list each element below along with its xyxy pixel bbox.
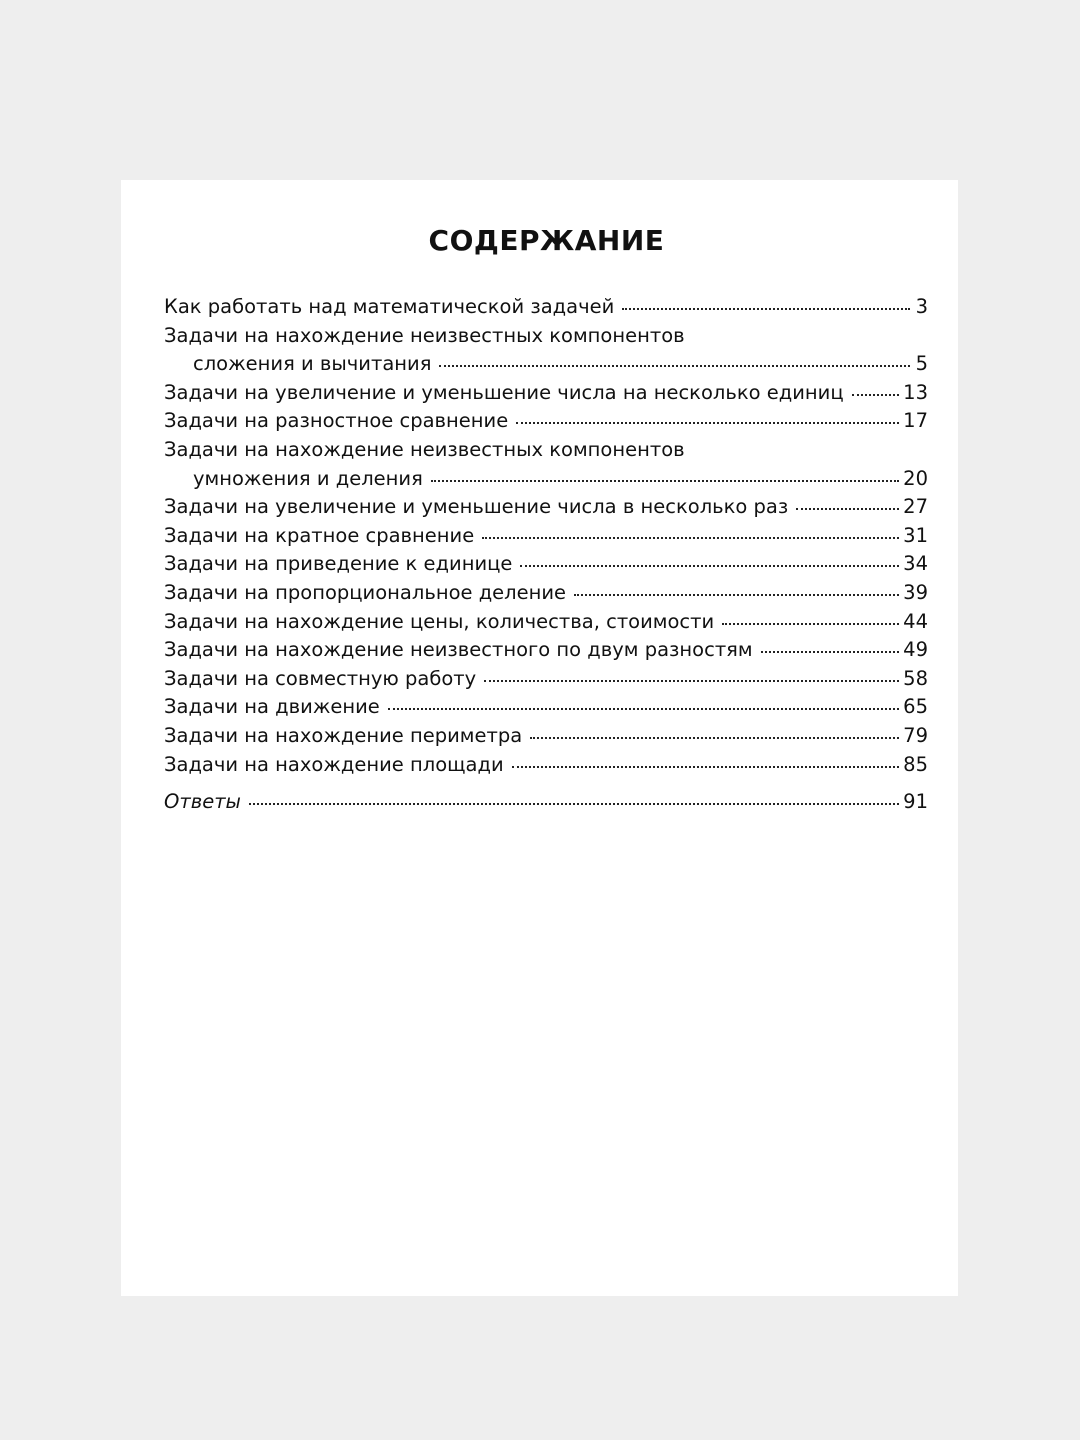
toc-entry-page: 20 [903,466,928,490]
toc-entry-page: 5 [915,352,928,376]
toc-entry-label: Задачи на нахождение неизвестного по двум разностям [164,638,753,662]
toc-entry-label: Задачи на разностное сравнение [164,409,509,433]
toc-entry-label: Задачи на пропорциональное деление [164,580,567,604]
toc-entry [164,522,928,551]
toc-entry-label: Задачи на нахождение цены, количества, стоимости [164,609,715,633]
toc-entry-label: умножения и деления [193,466,423,490]
dot-leader [482,536,899,539]
toc-entry-page: 34 [903,552,928,576]
dot-leader [516,421,899,424]
toc-entry [164,751,928,780]
dot-leader [722,622,899,625]
toc-entry-label: Задачи на увеличение и уменьшение числа на несколько единиц [164,380,844,404]
dot-leader [512,765,900,768]
toc-entry-label: Задачи на нахождение неизвестных компонентов [164,323,685,347]
toc-entry [164,293,928,322]
toc-entry [164,322,928,351]
toc-entry [164,636,928,665]
toc-entry [164,693,928,722]
dot-leader [761,650,900,653]
toc-entry [164,665,928,694]
toc-entry-answers [164,788,928,817]
toc-entry-page: 17 [903,409,928,433]
toc-entry-page: 58 [903,666,928,690]
dot-leader [622,307,910,310]
dot-leader [484,679,899,682]
toc-entry-continuation [164,350,928,379]
toc-entry-page: 85 [903,752,928,776]
table-of-contents [164,293,928,817]
dot-leader [249,802,899,805]
toc-entry-page: 91 [903,790,928,814]
toc-entry-page: 13 [903,380,928,404]
toc-entry [164,407,928,436]
toc-entry-continuation [164,465,928,494]
toc-entry-page: 79 [903,723,928,747]
toc-entry-page: 49 [903,638,928,662]
toc-entry [164,608,928,637]
toc-entry-page: 39 [903,580,928,604]
toc-entry-label: сложения и вычитания [193,352,432,376]
toc-entry-label: Задачи на движение [164,695,380,719]
toc-entry-label: Задачи на увеличение и уменьшение числа в несколько раз [164,495,789,519]
toc-entry-page: 27 [903,495,928,519]
toc-entry-page: 65 [903,695,928,719]
toc-entry [164,436,928,465]
dot-leader [520,564,899,567]
toc-entry-label: Задачи на нахождение неизвестных компонентов [164,437,685,461]
toc-entry-label: Задачи на совместную работу [164,666,477,690]
dot-leader [439,364,910,367]
page-title: СОДЕРЖАНИЕ [428,224,665,257]
dot-leader [530,736,899,739]
toc-entry-label: Задачи на кратное сравнение [164,523,475,547]
dot-leader [852,393,900,396]
toc-entry-page: 3 [915,295,928,318]
toc-entry-page: 44 [903,609,928,633]
toc-entry-label: Задачи на нахождение площади [164,752,504,776]
dot-leader [574,593,899,596]
toc-entry [164,722,928,751]
toc-entry [164,550,928,579]
toc-entry-label: Задачи на приведение к единице [164,552,513,576]
toc-entry [164,493,928,522]
toc-entry-page: 31 [903,523,928,547]
toc-entry [164,579,928,608]
dot-leader [796,507,899,510]
toc-entry-label: Задачи на нахождение периметра [164,723,523,747]
dot-leader [388,707,899,710]
dot-leader [431,479,899,482]
toc-entry-label: Как работать над математической задачей [164,295,615,318]
toc-entry [164,379,928,408]
toc-entry-label: Ответы [164,790,241,814]
